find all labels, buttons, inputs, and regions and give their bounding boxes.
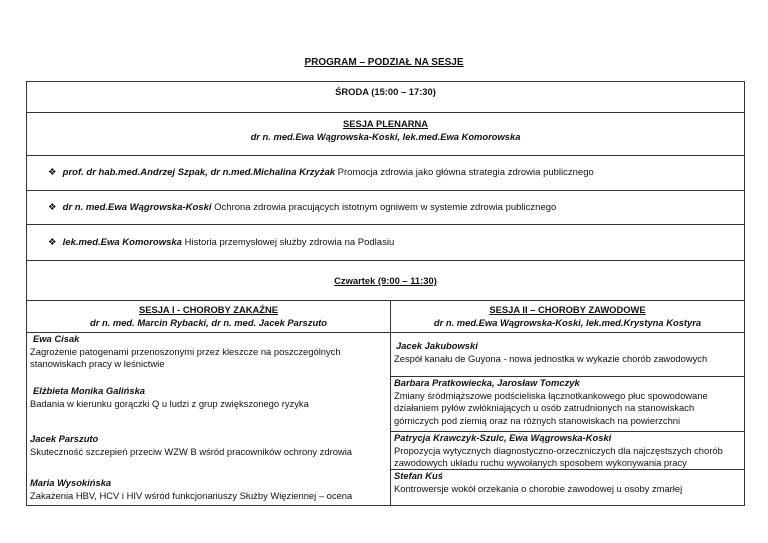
diamond-bullet-icon: ❖ (48, 237, 57, 248)
list-item (391, 376, 744, 431)
talk-topic: działaniem pyłów zwłókniających u osób zatrudnionych na stanowiskach (394, 402, 695, 413)
talk-speaker: Maria Wysokińska (30, 477, 112, 488)
talk-topic: Zespół kanału de Guyona - nowa jednostka w wykazie chorób zawodowych (394, 352, 708, 364)
list-item (391, 469, 744, 507)
talk-speaker: Elżbieta Monika Galińska (33, 385, 146, 396)
talk-topic: Skuteczność szczepień przeciw WZW B wśród pracowników ochrony zdrowia (30, 445, 352, 457)
talk-speaker: Stefan Kuś (394, 470, 443, 481)
talk-topic: Badania w kierunku gorączki Q u ludzi z grup zwiększonego ryzyka (30, 397, 309, 409)
plenary-chairs: dr n. med.Ewa Wągrowska-Koski, lek.med.Ewa Komorowska (250, 131, 521, 142)
list-item (27, 433, 390, 463)
talk-speaker: Ewa Cisak (33, 333, 80, 344)
talk-topic: Propozycja wytycznych diagnostyczno-orzeczniczych dla najczęstszych chorób (394, 444, 723, 456)
talk-topic: Zagrożenie patogenami przenoszonymi przez kleszcze na poszczególnych (30, 345, 341, 357)
session-left-chairs: dr n. med. Marcin Rybacki, dr n. med. Jacek Parszuto (89, 317, 328, 328)
diamond-bullet-icon: ❖ (48, 202, 57, 213)
list-item (27, 477, 390, 507)
talk-topic: stanowiskach pracy w leśnictwie (30, 358, 165, 369)
talk-speaker: Patrycja Krawczyk-Szulc, Ewa Wągrowska-Koski (394, 432, 612, 443)
session-right (391, 301, 744, 506)
talk-topic: Zakażenia HBV, HCV i HIV wśród funkcjonariuszy Służby Więziennej – ocena (30, 489, 353, 501)
plenary-title: SESJA PLENARNA (342, 118, 429, 129)
page-title: PROGRAM – PODZIAŁ NA SESJE (304, 57, 464, 68)
session-right-chairs: dr n. med.Ewa Wągrowska-Koski, lek.med.Krystyna Kostyra (433, 317, 702, 328)
session-right-title: SESJA II – CHOROBY ZAWODOWE (489, 304, 646, 315)
session-right-header (391, 303, 744, 334)
session-left-title: SESJA I - CHOROBY ZAKAŹNE (138, 304, 279, 315)
plenary-session (27, 112, 744, 152)
program-table (26, 81, 745, 506)
session-left-header (27, 303, 390, 334)
talk-speaker: lek.med.Ewa Komorowska (62, 237, 182, 248)
diamond-bullet-icon: ❖ (48, 167, 57, 178)
talk-speaker: Barbara Pratkowiecka, Jarosław Tomczyk (394, 377, 580, 388)
list-item (391, 332, 744, 376)
talk-speaker: dr n. med.Ewa Wągrowska-Koski (62, 202, 212, 213)
day2-header: Czwartek (9:00 – 11:30) (334, 275, 437, 286)
talk-speaker: Jacek Parszuto (30, 433, 99, 444)
talk-topic: górniczych pod ziemią oraz na różnych stanowiskach na powierzchni (394, 414, 681, 426)
talk-speaker: prof. dr hab.med.Andrzej Szpak, dr n.med.Michalina Krzyżak (62, 167, 336, 178)
talk-topic: Zmiany śródmiąższowe podścieliska łącznotkankowego płuc spowodowane (394, 389, 708, 401)
day1-header: ŚRODA (15:00 – 17:30) (335, 86, 436, 97)
list-item (391, 431, 744, 469)
talk-topic: Promocja zdrowia jako główna strategia zdrowia publicznego (337, 167, 594, 178)
day2-header-row (27, 260, 744, 299)
talk-topic: zawodowych układu ruchu wywołanych sposobem wykonywania pracy (394, 457, 687, 468)
plenary-talk (27, 190, 744, 223)
parallel-sessions (27, 300, 744, 506)
list-item (27, 332, 390, 372)
talk-topic: Historia przemysłowej służby zdrowia na Podlasiu (184, 237, 395, 248)
plenary-talk (27, 155, 744, 189)
talk-speaker: Jacek Jakubowski (396, 340, 478, 351)
session-left (27, 301, 390, 506)
list-item (27, 385, 390, 415)
plenary-talk (27, 224, 744, 259)
talk-topic: Ochrona zdrowia pracujących istotnym ogniwem w systemie zdrowia publicznego (214, 202, 557, 213)
talk-topic: Kontrowersje wokół orzekania o chorobie zawodowej u osoby zmarłej (394, 482, 683, 494)
